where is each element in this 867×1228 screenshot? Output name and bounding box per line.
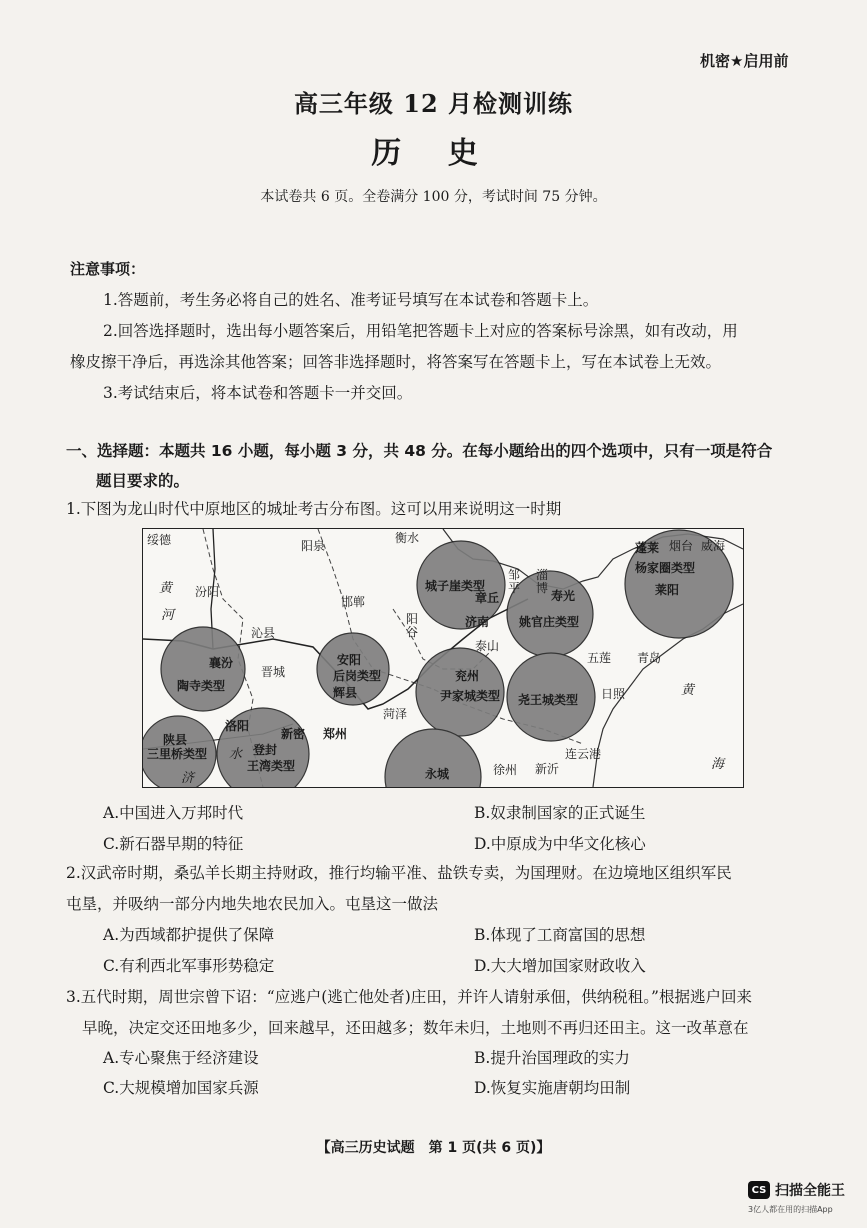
q3-stem-2: 早晚，决定交还田地多少，回来越早，还田越多；数年未归，土地则不再归还田主。这一改革意在	[82, 1019, 749, 1037]
type-label: 三里桥类型	[147, 747, 208, 761]
city-label: 沁县	[251, 626, 276, 640]
city-label: 泰山	[475, 639, 500, 653]
archaeology-map	[142, 528, 744, 788]
city-label: 邹平	[508, 568, 521, 595]
q3-stem-1: 3.五代时期，周世宗曾下诏：“应逃户(逃亡他处者)庄田，并许人请射承佃，供纳税租。”根据逃户回来	[66, 988, 752, 1006]
city-label: 新密	[281, 727, 306, 741]
section-line-2: 题目要求的。	[96, 472, 190, 490]
q2-option-a: A.为西域都护提供了保障	[103, 926, 275, 944]
city-label: 徐州	[493, 763, 518, 777]
page-footer: 【高三历史试题 第 1 页(共 6 页)】	[316, 1140, 551, 1156]
city-label: 章丘	[475, 591, 500, 605]
city-label: 菏泽	[383, 707, 408, 721]
city-label: 郑州	[323, 727, 348, 741]
city-label: 日照	[601, 687, 626, 701]
type-label: 城子崖类型	[425, 579, 486, 593]
exam-title: 高三年级 12 月检测训练	[293, 89, 574, 118]
type-label: 姚官庄类型	[519, 615, 580, 629]
city-label: 陕县	[163, 733, 188, 747]
city-label: 辉县	[333, 686, 358, 700]
q2-option-b: B.体现了工商富国的思想	[474, 926, 646, 944]
city-label: 襄汾	[209, 656, 234, 670]
scanner-brand	[748, 1180, 845, 1200]
city-label: 青岛	[637, 651, 662, 665]
q1-option-c: C.新石器早期的特征	[103, 835, 244, 853]
exam-info: 本试卷共 6 页。全卷满分 100 分，考试时间 75 分钟。	[260, 189, 607, 205]
q2-stem-1: 2.汉武帝时期，桑弘羊长期主持财政，推行均输平准、盐铁专卖，为国理财。在边境地区组织军民	[66, 864, 732, 882]
city-label: 绥德	[147, 533, 172, 547]
q1-option-b: B.奴隶制国家的正式诞生	[474, 804, 646, 822]
city-label: 莱阳	[655, 583, 680, 597]
city-label: 邯郸	[341, 595, 366, 609]
confidential-label: 机密★启用前	[700, 52, 789, 70]
scanner-brand-name: 扫描全能王	[775, 1183, 845, 1199]
sea-label: 海	[711, 757, 725, 772]
scanner-logo-icon: CS	[748, 1181, 770, 1199]
city-label: 寿光	[551, 589, 576, 603]
river-label: 济	[181, 771, 195, 786]
city-label: 安阳	[337, 653, 362, 667]
q3-option-c: C.大规模增加国家兵源	[103, 1079, 259, 1097]
q3-option-b: B.提升治国理政的实力	[474, 1049, 630, 1067]
type-label: 陶寺类型	[177, 679, 226, 693]
city-label: 五莲	[587, 651, 612, 665]
city-label: 威海	[701, 539, 726, 553]
city-label: 阳谷	[406, 612, 419, 639]
notice-item-2-cont: 橡皮擦干净后，再选涂其他答案；回答非选择题时，将答案写在答题卡上，写在本试卷上无效。	[70, 353, 722, 371]
city-label: 永城	[425, 767, 450, 781]
notice-item-2: 2.回答选择题时，选出每小题答案后，用铅笔把答题卡上对应的答案标号涂黑，如有改动，用	[103, 322, 738, 340]
notice-heading: 注意事项：	[70, 260, 146, 278]
city-label: 汾阳	[195, 585, 220, 599]
notice-item-1: 1.答题前，考生务必将自己的姓名、准考证号填写在本试卷和答题卡上。	[103, 291, 599, 309]
q2-stem-2: 屯垦，并吸纳一部分内地失地农民加入。屯垦这一做法	[66, 895, 439, 913]
sea-label: 黄	[681, 683, 695, 698]
q1-option-a: A.中国进入万邦时代	[103, 804, 244, 822]
section-heading	[66, 436, 826, 496]
q3-option-a: A.专心聚焦于经济建设	[103, 1049, 259, 1067]
q2-option-d: D.大大增加国家财政收入	[474, 957, 646, 975]
q3-option-d: D.恢复实施唐朝均田制	[474, 1079, 631, 1097]
section-line-1: 一、选择题：本题共 16 小题，每小题 3 分，共 48 分。在每小题给出的四个选项中，只有一项是符合	[66, 442, 773, 460]
city-label: 衡水	[395, 531, 420, 545]
city-label: 连云港	[565, 747, 602, 761]
scanner-tagline: 3亿人都在用的扫描App	[748, 1205, 833, 1214]
subject-title: 历 史	[371, 136, 496, 171]
city-label: 蓬莱	[635, 541, 660, 555]
city-label: 洛阳	[225, 719, 250, 733]
type-label: 尹家城类型	[440, 689, 501, 703]
city-label: 新沂	[535, 762, 560, 776]
river-label: 水	[229, 747, 243, 762]
city-label: 淄博	[536, 568, 549, 595]
type-label: 杨家圈类型	[635, 561, 696, 575]
river-label: 黄	[159, 581, 173, 596]
city-label: 兖州	[455, 669, 480, 683]
q1-option-d: D.中原成为中华文化核心	[474, 835, 646, 853]
type-label: 尧王城类型	[518, 693, 579, 707]
city-label: 晋城	[261, 665, 286, 679]
city-label: 登封	[253, 743, 278, 757]
city-label: 烟台	[669, 539, 694, 553]
river-label: 河	[161, 608, 175, 623]
notice-item-3: 3.考试结束后，将本试卷和答题卡一并交回。	[103, 384, 413, 402]
city-label: 济南	[465, 615, 490, 629]
type-label: 后岗类型	[333, 669, 382, 683]
q2-option-c: C.有利西北军事形势稳定	[103, 957, 275, 975]
city-label: 阳泉	[301, 539, 326, 553]
q1-stem: 1.下图为龙山时代中原地区的城址考古分布图。这可以用来说明这一时期	[66, 500, 562, 518]
type-label: 王湾类型	[247, 759, 296, 773]
